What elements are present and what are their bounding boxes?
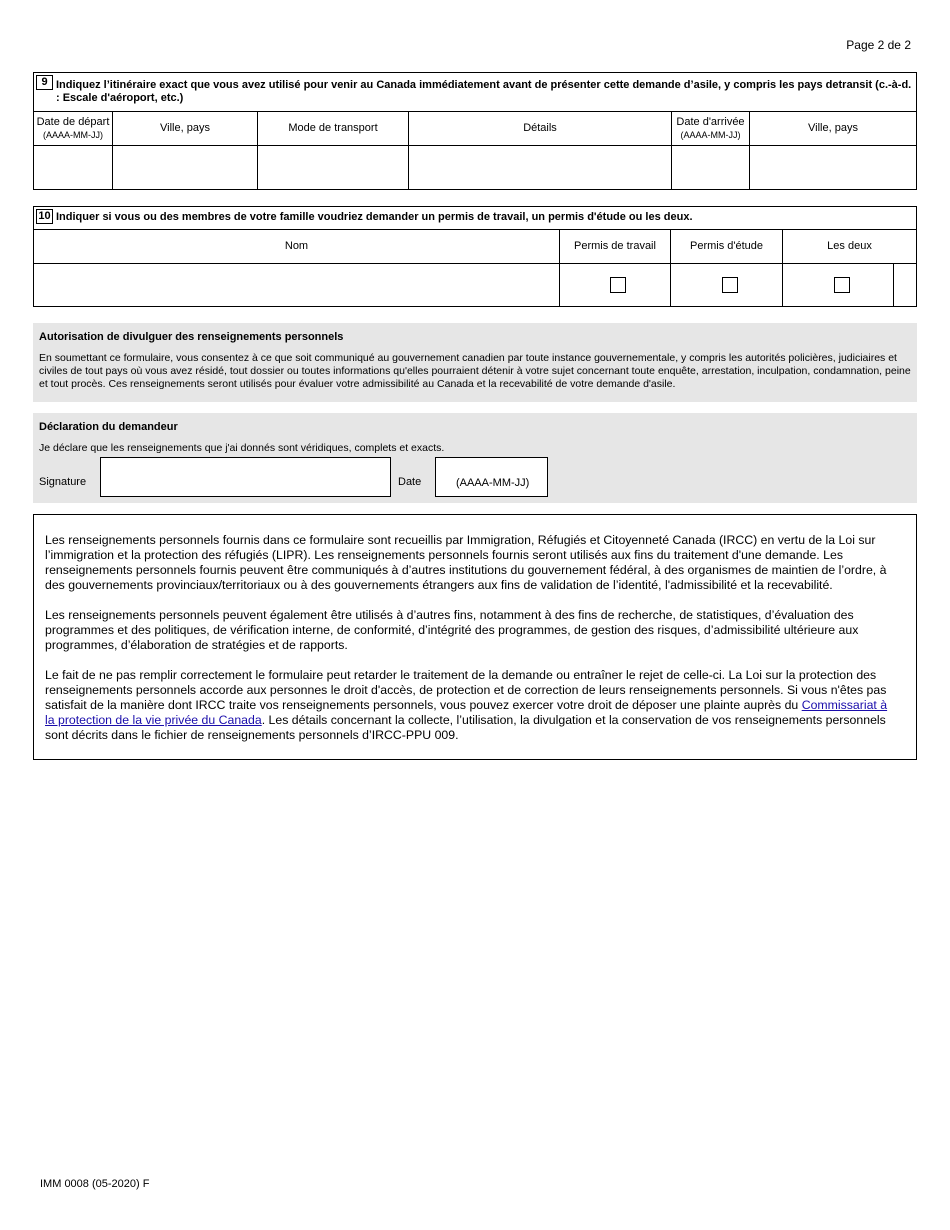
signature-label: Signature [39, 476, 87, 488]
arrival-date-input[interactable] [672, 146, 748, 189]
city-country-2-input[interactable] [750, 146, 915, 189]
privacy-notice [33, 514, 917, 760]
col-departure-date [34, 112, 112, 145]
privacy-notice-text [45, 533, 898, 758]
col-study-permit: Permis d'étude [689, 240, 764, 252]
authorization-text: En soumettant ce formulaire, vous consentez à ce que soit communiqué au gouvernement canadien par toute instance gouvernementale, y compris les autorités policières, judiciaires et civiles de tout pays où vous avez résidé, tout dossier ou toutes informations qu'elles pourraient détenir à votre sujet concernant toute enquête, arrestation, inculpation, condamnation, peine et tout procès. Ces renseignements seront utilisés pour évaluer votre admissibilité au Canada et la recevabilité de votre demande d'asile. [39, 352, 911, 390]
privacy-paragraph-3-end: . Les détails concernant la collecte, l’utilisation, la divulgation et la conservation de vos renseignements personnels sont décrits dans le fichier de renseignements personnels d’IRCC-PPU 009. [45, 713, 886, 742]
col-arrival-date [672, 112, 749, 145]
signature-field[interactable] [100, 457, 391, 497]
study-permit-checkbox[interactable] [722, 277, 738, 293]
transport-input[interactable] [258, 146, 407, 189]
privacy-commissioner-link[interactable]: Commissariat à la protection de la vie privée du Canada [45, 698, 888, 727]
departure-date-input[interactable] [35, 146, 111, 189]
col-details: Détails [523, 122, 557, 134]
col-city-country-2: Ville, pays [808, 122, 858, 134]
col-work-permit: Permis de travail [574, 240, 656, 252]
col-city-country-1: Ville, pays [160, 122, 210, 134]
declaration-panel [33, 413, 917, 503]
page-number: Page 2 de 2 [846, 38, 911, 52]
col-departure-date-label: Date de départ [36, 115, 110, 128]
col-arrival-date-format: (AAAA-MM-JJ) [680, 129, 741, 140]
col-name: Nom [284, 240, 309, 252]
city-country-1-input[interactable] [113, 146, 256, 189]
section-9-itinerary [33, 72, 917, 190]
name-input[interactable] [35, 264, 558, 306]
section-9-title: Indiquez l’itinéraire exact que vous avez utilisé pour venir au Canada immédiatement avant de présenter cette demande d’asile, y compris les pays detransit (c.-à-d. : Escale d'aéroport, etc.) [56, 79, 912, 104]
form-code: IMM 0008 (05-2020) F [40, 1178, 150, 1190]
both-checkbox[interactable] [834, 277, 850, 293]
date-label: Date [398, 476, 422, 488]
section-10-permits [33, 206, 917, 307]
section-10-title: Indiquer si vous ou des membres de votre famille voudriez demander un permis de travail, un permis d'étude ou les deux. [56, 211, 693, 223]
declaration-text: Je déclare que les renseignements que j'ai donnés sont véridiques, complets et exacts. [39, 442, 445, 454]
privacy-paragraph-1: Les renseignements personnels fournis dans ce formulaire sont recueillis par Immigration, Réfugiés et Citoyenneté Canada (IRCC) en vertu de la Loi sur l’immigration et la protection des réfugiés (LIPR). Les renseignements personnels fournis seront utilisés aux fins du traitement d'une demande. Les renseignements personnels fournis peuvent être communiqués à d’autres institutions du gouvernement fédéral, à des organismes de maintien de l’ordre, à des gouvernements provinciaux/territoriaux ou à des gouvernements étrangers aux fins de validation de l’identité, l'admissibilité et la recevabilité. [45, 533, 887, 592]
details-input[interactable] [409, 146, 670, 189]
section-9-number: 9 [36, 75, 53, 90]
section-10-number: 10 [36, 209, 53, 224]
col-arrival-date-label: Date d'arrivée [676, 115, 745, 128]
work-permit-checkbox[interactable] [610, 277, 626, 293]
privacy-paragraph-2: Les renseignements personnels peuvent également être utilisés à d’autres fins, notamment à des fins de recherche, de statistiques, d’évaluation des programmes et des politiques, de vérification interne, de conformité, d’intégrité des programmes, de gestion des risques, d’admissibilité ultérieure aux programmes, d’élaboration de stratégies et de rapports. [45, 608, 859, 652]
privacy-paragraph-3 [45, 668, 898, 743]
date-format-hint: (AAAA-MM-JJ) [456, 477, 530, 489]
col-transport: Mode de transport [288, 122, 378, 134]
privacy-paragraph-3-start: Le fait de ne pas remplir correctement le formulaire peut retarder le traitement de la demande ou entraîner le rejet de celle-ci. La Loi sur la protection des renseignements personnels accorde aux personnes le droit d'accès, de protection et de correction de leurs renseignements personnels. Si vous n'êtes pas satisfait de la manière dont IRCC traite vos renseignements personnels, vous pouvez exercer votre droit de déposer une plainte auprès du [45, 668, 887, 712]
authorization-title: Autorisation de divulguer des renseignements personnels [39, 331, 344, 343]
date-field[interactable] [435, 457, 548, 497]
col-both: Les deux [827, 240, 872, 252]
authorization-panel [33, 323, 917, 402]
col-departure-date-format: (AAAA-MM-JJ) [43, 129, 103, 140]
declaration-title: Déclaration du demandeur [39, 421, 178, 433]
